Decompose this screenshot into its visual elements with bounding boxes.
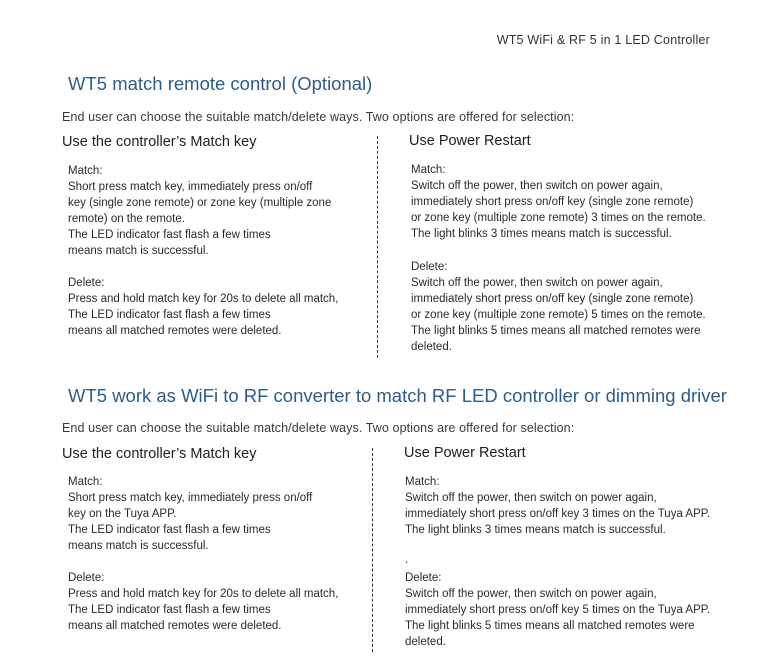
text-line: Match: bbox=[68, 165, 103, 177]
text-line: or zone key (multiple zone remote) 5 times on the remote. bbox=[411, 309, 706, 321]
text-line: Switch off the power, then switch on power again, bbox=[411, 277, 663, 289]
text-line: deleted. bbox=[411, 341, 452, 353]
section-2-right-match bbox=[405, 474, 710, 538]
section-1-left-match bbox=[68, 163, 331, 259]
column-divider bbox=[377, 136, 378, 358]
section-2-right-delete bbox=[405, 570, 710, 650]
section-1-title: WT5 match remote control (Optional) bbox=[68, 73, 373, 94]
section-2-left-heading: Use the controller’s Match key bbox=[62, 446, 257, 462]
text-line: immediately short press on/off key 5 times on the Tuya APP. bbox=[405, 604, 711, 616]
text-line: The LED indicator fast flash a few times bbox=[68, 524, 271, 536]
text-line: means match is successful. bbox=[68, 245, 209, 257]
text-line: Delete: bbox=[405, 572, 442, 584]
section-2-right-heading: Use Power Restart bbox=[404, 445, 526, 461]
text-line: Press and hold match key for 20s to delete all match, bbox=[68, 588, 339, 600]
text-line: Short press match key, immediately press on/off bbox=[68, 181, 313, 193]
text-line: The LED indicator fast flash a few times bbox=[68, 604, 271, 616]
text-line: The light blinks 3 times means match is successful. bbox=[405, 524, 666, 536]
text-line: Match: bbox=[405, 476, 440, 488]
section-1-right-match bbox=[411, 162, 706, 242]
text-line: immediately short press on/off key (single zone remote) bbox=[411, 293, 694, 305]
text-line: means all matched remotes were deleted. bbox=[68, 325, 282, 337]
section-1-right-delete bbox=[411, 259, 706, 355]
text-line: The light blinks 5 times means all matched remotes were bbox=[411, 325, 701, 337]
text-line: Switch off the power, then switch on power again, bbox=[405, 588, 657, 600]
section-2-right-dot: . bbox=[405, 554, 409, 566]
text-line: key (single zone remote) or zone key (multiple zone bbox=[68, 197, 332, 209]
section-2-title: WT5 work as WiFi to RF converter to match RF LED controller or dimming driver bbox=[68, 385, 727, 406]
text-line: Short press match key, immediately press on/off bbox=[68, 492, 313, 504]
text-line: The LED indicator fast flash a few times bbox=[68, 229, 271, 241]
text-line: means all matched remotes were deleted. bbox=[68, 620, 282, 632]
page-header: WT5 WiFi & RF 5 in 1 LED Controller bbox=[496, 33, 710, 47]
section-2-left-match bbox=[68, 474, 312, 554]
text-line: immediately short press on/off key 3 times on the Tuya APP. bbox=[405, 508, 711, 520]
section-1-intro: End user can choose the suitable match/delete ways. Two options are offered for selection: bbox=[62, 110, 575, 124]
text-line: key on the Tuya APP. bbox=[68, 508, 177, 520]
text-line: deleted. bbox=[405, 636, 446, 648]
section-2-intro: End user can choose the suitable match/delete ways. Two options are offered for selection: bbox=[62, 421, 575, 435]
text-line: means match is successful. bbox=[68, 540, 209, 552]
text-line: immediately short press on/off key (single zone remote) bbox=[411, 196, 694, 208]
text-line: Press and hold match key for 20s to delete all match, bbox=[68, 293, 339, 305]
text-line: The light blinks 3 times means match is successful. bbox=[411, 228, 672, 240]
text-line: The light blinks 5 times means all matched remotes were bbox=[405, 620, 695, 632]
column-divider bbox=[372, 448, 373, 652]
text-line: Switch off the power, then switch on power again, bbox=[405, 492, 657, 504]
text-line: Delete: bbox=[411, 261, 448, 273]
text-line: Switch off the power, then switch on power again, bbox=[411, 180, 663, 192]
section-1-left-delete bbox=[68, 275, 338, 339]
text-line: remote) on the remote. bbox=[68, 213, 185, 225]
section-2-left-delete bbox=[68, 570, 338, 634]
text-line: Delete: bbox=[68, 277, 105, 289]
text-line: Match: bbox=[411, 164, 446, 176]
text-line: Delete: bbox=[68, 572, 105, 584]
section-1-left-heading: Use the controller’s Match key bbox=[62, 134, 257, 150]
text-line: The LED indicator fast flash a few times bbox=[68, 309, 271, 321]
text-line: or zone key (multiple zone remote) 3 times on the remote. bbox=[411, 212, 706, 224]
section-1-right-heading: Use Power Restart bbox=[409, 133, 531, 149]
text-line: Match: bbox=[68, 476, 103, 488]
